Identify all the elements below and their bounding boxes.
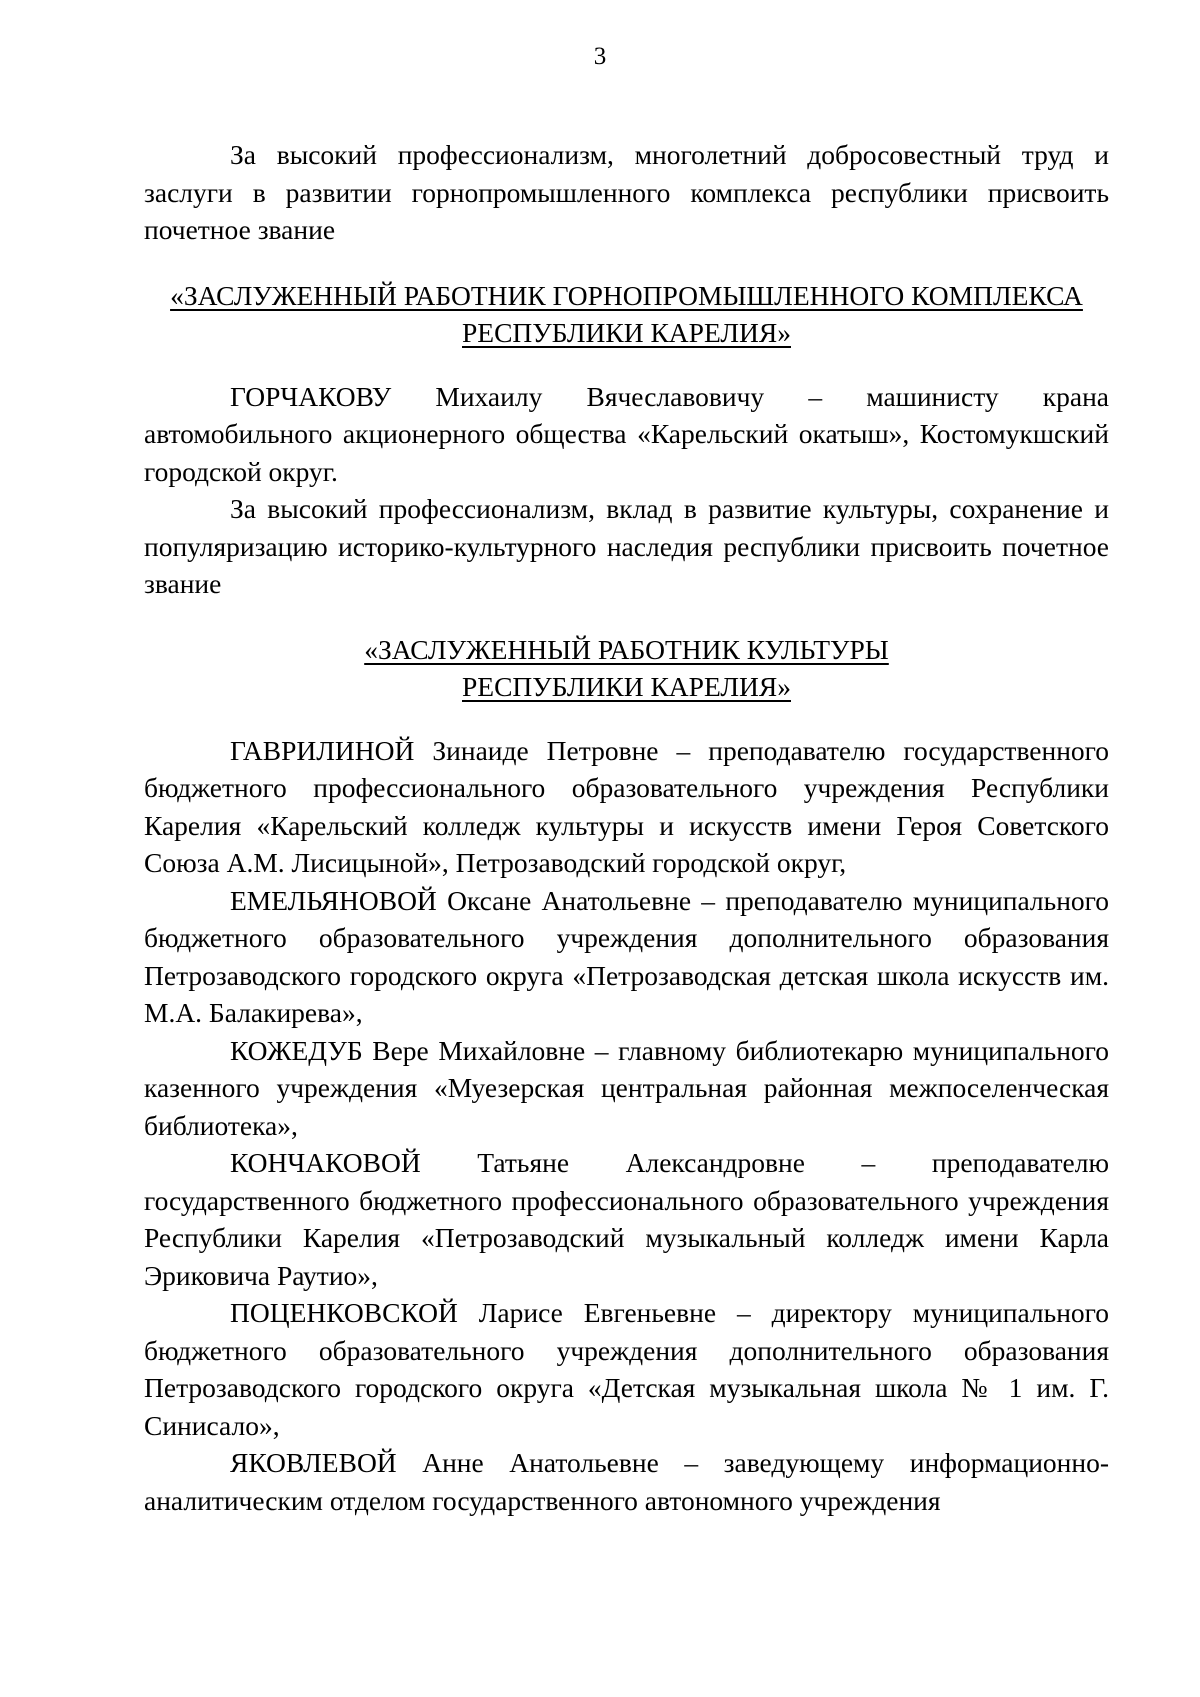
awardee-surname: ЕМЕЛЬЯНОВОЙ [230,884,437,916]
awardee-surname: ГАВРИЛИНОЙ [230,734,415,766]
awardee-entry [144,1032,1109,1145]
awardee-entry [144,882,1109,1032]
awardee-surname: КОНЧАКОВОЙ [230,1147,421,1178]
awardee-surname: ПОЦЕНКОВСКОЙ [230,1297,458,1328]
page-number: 3 [593,43,607,70]
awardee-details: Татьяне Александровне – преподавателю государственного бюджетного профессионального образовательного учреждения Республики Карелия «Петрозаводский музыкальный колледж имени Карла Эриковича Раутио», [144,1147,1110,1291]
honorary-title-line: РЕСПУБЛИКИ КАРЕЛИЯ» [462,317,791,348]
honorary-title [144,631,1109,706]
awardee-entry [144,378,1109,491]
document-body [144,136,1109,1519]
awardee-details: Анне Анатольевне – заведующему информационно-аналитическим отделом государственного автономного учреждения [144,1447,1110,1516]
awardee-details: Михаилу Вячеславовичу – машинисту крана автомобильного акционерного общества «Карельский окатыш», Костомукшский городской округ. [144,380,1109,487]
awardee-details: Оксане Анатольевне – преподавателю муниципального бюджетного образовательного учреждения дополнительного образования Петрозаводского городского округа «Петрозаводская детская школа искусств им. М.А. Балакирева», [144,884,1110,1028]
awardee-details: Зинаиде Петровне – преподавателю государственного бюджетного профессионального образовательного учреждения Республики Карелия «Карельский колледж культуры и искусств имени Героя Советского Союза А.М. Лисицыной», Петрозаводский городской округ, [144,734,1109,878]
awardee-entry [144,1294,1109,1444]
honorary-title-line: РЕСПУБЛИКИ КАРЕЛИЯ» [462,671,791,702]
awardee-surname: КОЖЕДУБ [230,1034,363,1066]
awardee-entry [144,1444,1109,1519]
awardee-details: Вере Михайловне – главному библиотекарю муниципального казенного учреждения «Муезерская центральная районная межпоселенческая библиотека», [144,1034,1110,1141]
awardee-surname: ГОРЧАКОВУ [230,380,392,412]
section-intro: За высокий профессионализм, многолетний добросовестный труд и заслуги в развитии горнопромышленного комплекса республики присвоить почетное звание [144,139,1109,245]
awardee-surname: ЯКОВЛЕВОЙ [230,1447,397,1478]
honorary-title-line: «ЗАСЛУЖЕННЫЙ РАБОТНИК КУЛЬТУРЫ [364,633,889,665]
awardee-entry [144,732,1109,882]
awardee-entry [144,1144,1109,1294]
section-intro: За высокий профессионализм, вклад в развитие культуры, сохранение и популяризацию историко-культурного наследия республики присвоить почетное звание [144,493,1109,599]
honorary-title-line: «ЗАСЛУЖЕННЫЙ РАБОТНИК ГОРНОПРОМЫШЛЕННОГО КОМПЛЕКСА [170,279,1083,311]
awardee-details: Ларисе Евгеньевне – директору муниципального бюджетного образовательного учреждения дополнительного образования Петрозаводского городского округа «Детская музыкальная школа № 1 им. Г. Синисало», [144,1297,1109,1441]
honorary-title [144,277,1109,352]
